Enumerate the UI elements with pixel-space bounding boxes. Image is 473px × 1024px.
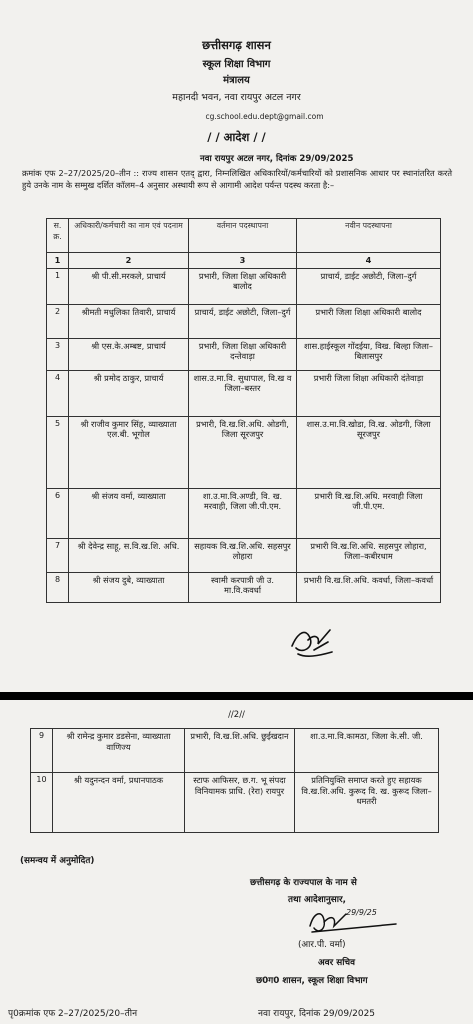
table-row (47, 572, 441, 602)
row-current-posting: प्राचार्य, डाईट अछोटी, जिला–दुर्ग (189, 304, 297, 338)
table-header-row (47, 219, 441, 253)
column-number: 1 (47, 253, 69, 269)
row-current-posting: प्रभारी, वि.ख.शि.अधि. छुईखदान (185, 729, 295, 773)
table-row (47, 338, 441, 370)
row-new-posting: प्रभारी वि.ख.शि.अधि. कवर्धा, जिला–कवर्धा (297, 572, 441, 602)
row-serial: 7 (47, 538, 69, 572)
row-new-posting: शा.उ.मा.वि.कामठा, जिला के.सी. जी. (295, 729, 439, 773)
signatory-name: (आर.पी. वर्मा) (298, 940, 346, 950)
transfer-table-page-2 (30, 728, 439, 833)
row-current-posting: प्रभारी, वि.ख.शि.अधि. ओडगी, जिला सूरजपुर (189, 416, 297, 488)
column-number: 2 (69, 253, 189, 269)
table-row (31, 773, 439, 833)
row-serial: 9 (31, 729, 53, 773)
office-address: महानदी भवन, नवा रायपुर अटल नगर (172, 92, 301, 103)
row-name: श्री प्रमोद ठाकुर, प्राचार्य (69, 370, 189, 416)
row-serial: 10 (31, 773, 53, 833)
row-name: श्री संजय दुबे, व्याख्याता (69, 572, 189, 602)
signature-handwritten-date: 29/9/25 (346, 908, 377, 917)
row-name: श्री एस.के.अम्बष्ट, प्राचार्य (69, 338, 189, 370)
department-heading: स्कूल शिक्षा विभाग (202, 59, 271, 70)
row-current-posting: प्रभारी, जिला शिक्षा अधिकारी दन्तेवाड़ा (189, 338, 297, 370)
ministry-heading: मंत्रालय (223, 75, 250, 86)
row-serial: 4 (47, 370, 69, 416)
row-name: श्री संजय वर्मा, व्याख्याता (69, 488, 189, 538)
row-new-posting: प्रभारी जिला शिक्षा अधिकारी बालोद (297, 304, 441, 338)
signatory-office: छ0ग0 शासन, स्कूल शिक्षा विभाग (256, 976, 368, 986)
order-title: / / आदेश / / (207, 130, 266, 144)
row-current-posting: स्टाफ आफिसर, छ.ग. भू संपदा विनियामक प्राधि. (रेरा) रायपुर (185, 773, 295, 833)
row-current-posting: सहायक वि.ख.शि.अधि. सहसपुर लोहारा (189, 538, 297, 572)
order-page-2 (0, 700, 473, 1024)
page-marker: //2// (228, 710, 245, 720)
row-name: श्री रामेन्द्र कुमार डडसेना, व्याख्याता वाणिज्य (53, 729, 185, 773)
row-current-posting: शास.उ.मा.वि. सुधापाल, वि.ख व जिला–बस्तर (189, 370, 297, 416)
order-place-date: नवा रायपुर अटल नगर, दिनांक 29/09/2025 (200, 154, 354, 164)
table-row (47, 538, 441, 572)
row-new-posting: शास.उ.मा.वि.खोडा, वि.ख. ओडगी, जिला सूरजपुर (297, 416, 441, 488)
row-new-posting: प्रतिनियुक्ति समाप्त करते हुए सहायक वि.ख.शि.अधि. कुरूद वि. ख. कुरूद जिला–धमतरी (295, 773, 439, 833)
table-row (47, 370, 441, 416)
row-serial: 1 (47, 268, 69, 304)
table-column-number-row (47, 253, 441, 269)
row-name: श्री राजीव कुमार सिंह, व्याख्याता एल.बी. भूगोल (69, 416, 189, 488)
table-row (31, 729, 439, 773)
signatory-designation: अवर सचिव (318, 958, 355, 968)
row-name: श्री यदुनन्दन वर्मा, प्रधानपाठक (53, 773, 185, 833)
initials-signature-mark (284, 618, 340, 662)
row-new-posting: प्रभारी वि.ख.शि.अधि. मरवाही जिला जी.पी.एम. (297, 488, 441, 538)
row-serial: 8 (47, 572, 69, 602)
column-header-new-posting: नवीन पदस्थापना (297, 219, 441, 253)
row-current-posting: शा.उ.मा.वि.अण्डी, वि. ख. मरवाही, जिला जी.पी.एम. (189, 488, 297, 538)
table-row (47, 268, 441, 304)
column-header-name: अधिकारी/कर्मचारी का नाम एवं पदनाम (69, 219, 189, 253)
copy-reference-date: नवा रायपुर, दिनांक 29/09/2025 (258, 1009, 376, 1019)
column-number: 3 (189, 253, 297, 269)
table-row (47, 304, 441, 338)
table-row (47, 488, 441, 538)
row-new-posting: शास.हाईस्कूल गोंदईया, विख. बिल्हा जिला–बिलासपुर (297, 338, 441, 370)
row-serial: 2 (47, 304, 69, 338)
approval-note: (समन्वय में अनुमोदित) (20, 856, 95, 866)
row-serial: 3 (47, 338, 69, 370)
row-current-posting: प्रभारी, जिला शिक्षा अधिकारी बालोद (189, 268, 297, 304)
row-new-posting: प्रभारी वि.ख.शि.अधि. सहसपुर लोहारा, जिला–कबीरधाम (297, 538, 441, 572)
order-intro-paragraph: क्रमांक एफ 2–27/2025/20–तीन :: राज्य शासन एतद् द्वारा, निम्नलिखित अधिकारियों/कर्मचारियों को प्रशासनिक आधार पर स्थानांतरित करते हुये उनके नाम के सम्मुख दर्शित कॉलम–4 अनुसार अस्थायी रूप से आगामी आदेश पर्यन्त पदस्थ करता है:– (22, 168, 452, 190)
signature-line-1: छत्तीसगढ़ के राज्यपाल के नाम से (250, 878, 357, 888)
copy-reference-number: पृ0क्रमांक एफ 2–27/2025/20–तीन (8, 1009, 138, 1019)
row-new-posting: प्राचार्य, डाईट अछोटी, जिला–दुर्ग (297, 268, 441, 304)
table-row (47, 416, 441, 488)
government-heading: छत्तीसगढ़ शासन (202, 38, 271, 52)
transfer-table-page-1 (46, 218, 441, 603)
row-new-posting: प्रभारी जिला शिक्षा अधिकारी दंतेवाड़ा (297, 370, 441, 416)
row-serial: 6 (47, 488, 69, 538)
column-header-current-posting: वर्तमान पदस्थापना (189, 219, 297, 253)
column-number: 4 (297, 253, 441, 269)
column-header-serial: स. क्र. (47, 219, 69, 253)
department-email: cg.school.edu.dept@gmail.com (205, 112, 324, 121)
row-name: श्री देवेन्द्र साहू, स.वि.ख.शि. अधि. (69, 538, 189, 572)
row-current-posting: स्वामी करपात्री जी उ. मा.वि.कवर्धा (189, 572, 297, 602)
row-name: श्री पी.सी.मरकले, प्राचार्य (69, 268, 189, 304)
row-name: श्रीमती मधुलिका तिवारी, प्राचार्य (69, 304, 189, 338)
row-serial: 5 (47, 416, 69, 488)
signature-line-2: तथा आदेशानुसार, (288, 895, 346, 905)
